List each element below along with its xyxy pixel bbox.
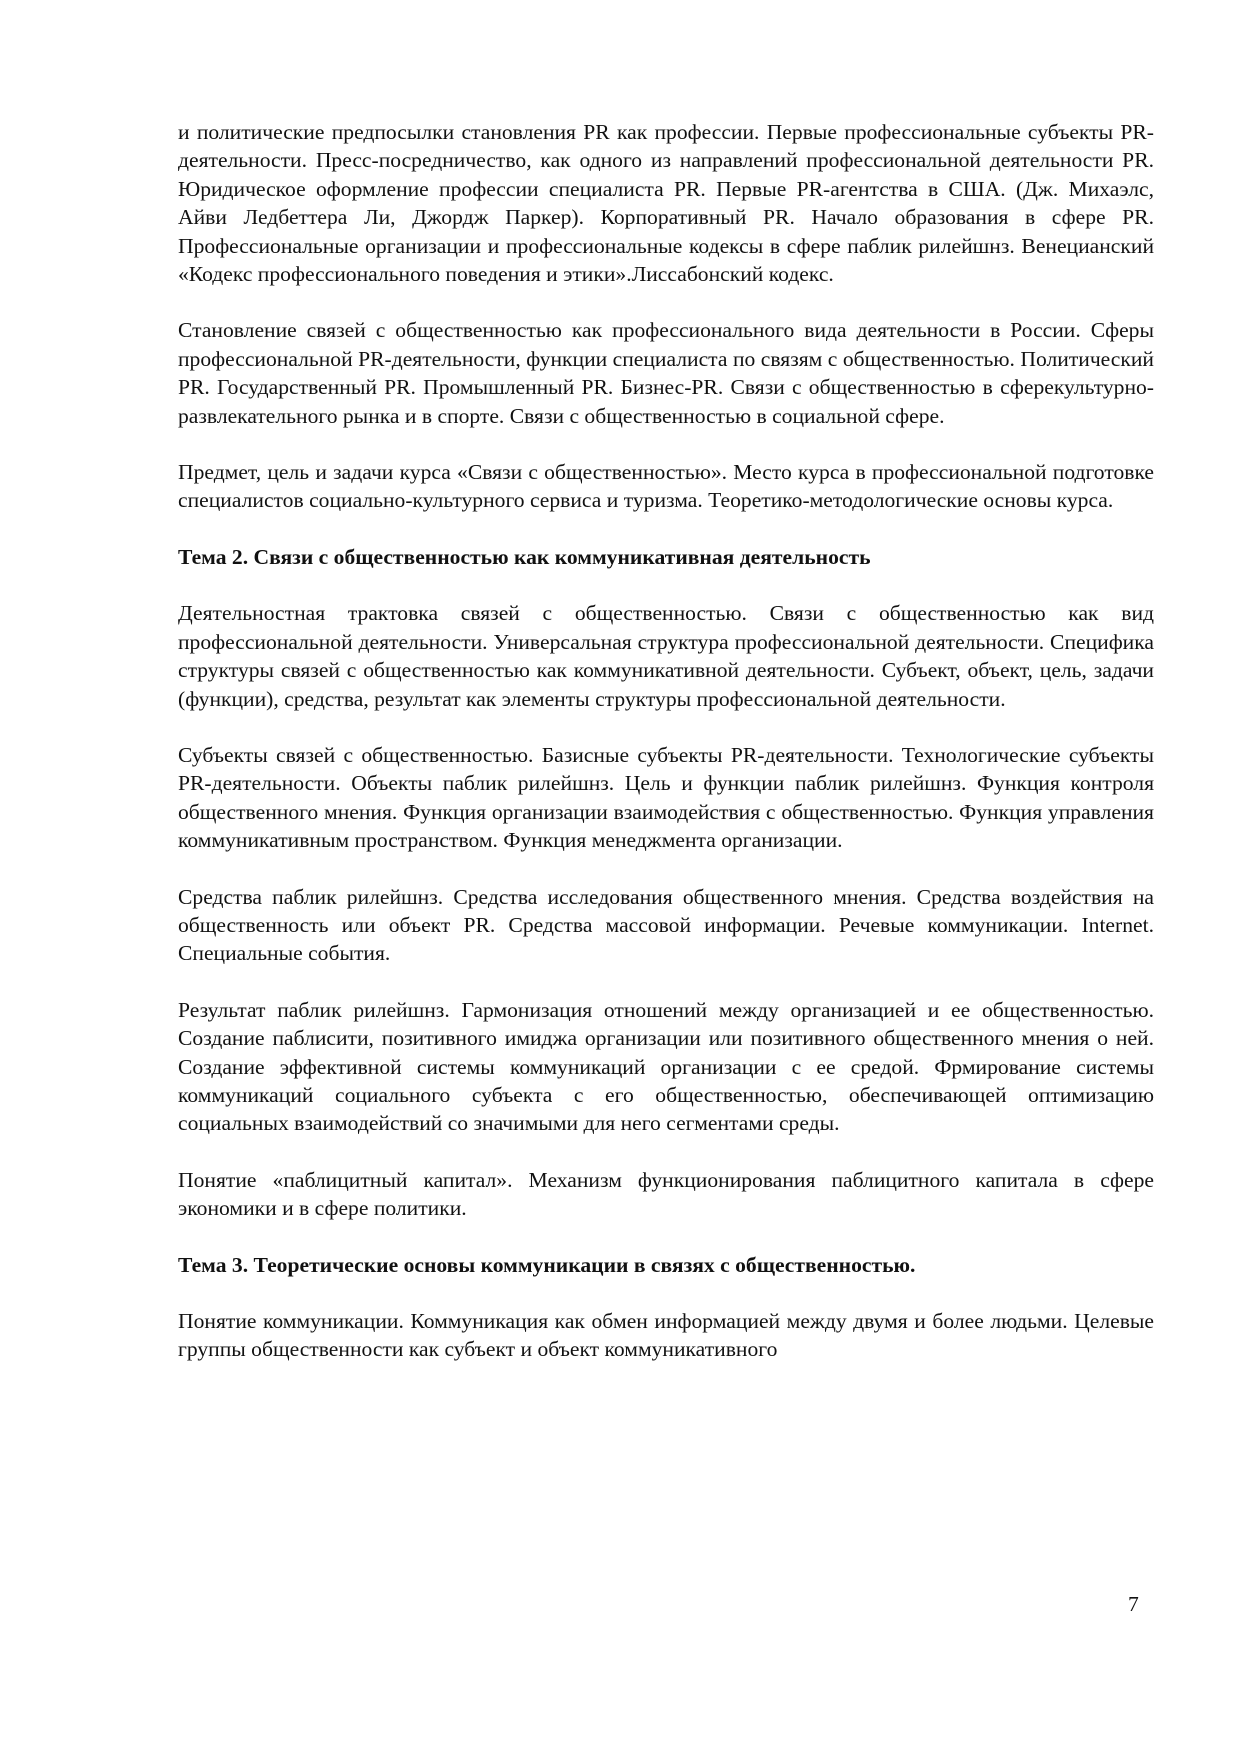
page-number: 7 (1128, 1592, 1139, 1616)
paragraph-pr-subjects: Субъекты связей с общественностью. Базисные субъекты PR-деятельности. Технологические субъекты PR-деятельности. Объекты паблик рилейшнз. Цель и функции паблик рилейшнз. Функция контроля общественного мнения. Функция организации взаимодействия с общественностью. Функция управления коммуникативным пространством. Функция менеджмента организации. (178, 742, 1154, 853)
heading-topic-3: Тема 3. Теоретические основы коммуникации в связях с общественностью. (178, 1252, 916, 1277)
paragraph-pr-result: Результат паблик рилейшнз. Гармонизация отношений между организацией и ее общественностью. Создание паблисити, позитивного имиджа организации или позитивного общественного мнения о ней. Создание эффективной системы коммуникаций организации с ее средой. Фрмирование системы коммуникаций социального субъекта с его общественностью, обеспечивающей оптимизацию социальных взаимодействий со значимыми для него сегментами среды. (178, 997, 1154, 1136)
paragraph-communication-concept: Понятие коммуникации. Коммуникация как обмен информацией между двумя и более людьми. Целевые группы общественности как субъект и объект коммуникативного (178, 1309, 1154, 1362)
paragraph-pr-means: Средства паблик рилейшнз. Средства исследования общественного мнения. Средства воздействия на общественность или объект PR. Средства массовой информации. Речевые коммуникации. Internet. Специальные события. (178, 884, 1154, 966)
paragraph-publicity-capital: Понятие «паблицитный капитал». Механизм функционирования паблицитного капитала в сфере экономики и в сфере политики. (178, 1167, 1154, 1221)
paragraph-pr-russia: Становление связей с общественностью как профессионального вида деятельности в России. Сферы профессиональной PR-деятельности, функции специалиста по связям с общественностью. Политический PR. Государственный PR. Промышленный PR. Бизнес-PR. Связи с общественностью в сферекультурно-развлекательного рынка и в спорте. Связи с общественностью в социальной сфере. (178, 318, 1154, 428)
document-page (178, 118, 1154, 1392)
paragraph-course-subject: Предмет, цель и задачи курса «Связи с общественностью». Место курса в профессиональной подготовке специалистов социально-культурного сервиса и туризма. Теоретико-методологические основы курса. (178, 460, 1154, 513)
paragraph-pr-history: и политические предпосылки становления PR как профессии. Первые профессиональные субъекты PR-деятельности. Пресс-посредничество, как одного из направлений профессиональной деятельности PR. Юридическое оформление профессии специалиста PR. Первые PR-агентства в США. (Дж. Михаэлс, Айви Ледбеттера Ли, Джордж Паркер). Корпоративный PR. Начало образования в сфере PR. Профессиональные организации и профессиональные кодексы в сфере паблик рилейшнз. Венецианский «Кодекс профессионального поведения и этики».Лиссабонский кодекс. (178, 120, 1154, 287)
paragraph-activity-interpretation: Деятельностная трактовка связей с общественностью. Связи с общественностью как вид профессиональной деятельности. Универсальная структура профессиональной деятельности. Специфика структуры связей с общественностью как коммуникативной деятельности. Субъект, объект, цель, задачи (функции), средства, результат как элементы структуры профессиональной деятельности. (178, 601, 1154, 711)
heading-topic-2: Тема 2. Связи с общественностью как коммуникативная деятельность (178, 544, 871, 569)
